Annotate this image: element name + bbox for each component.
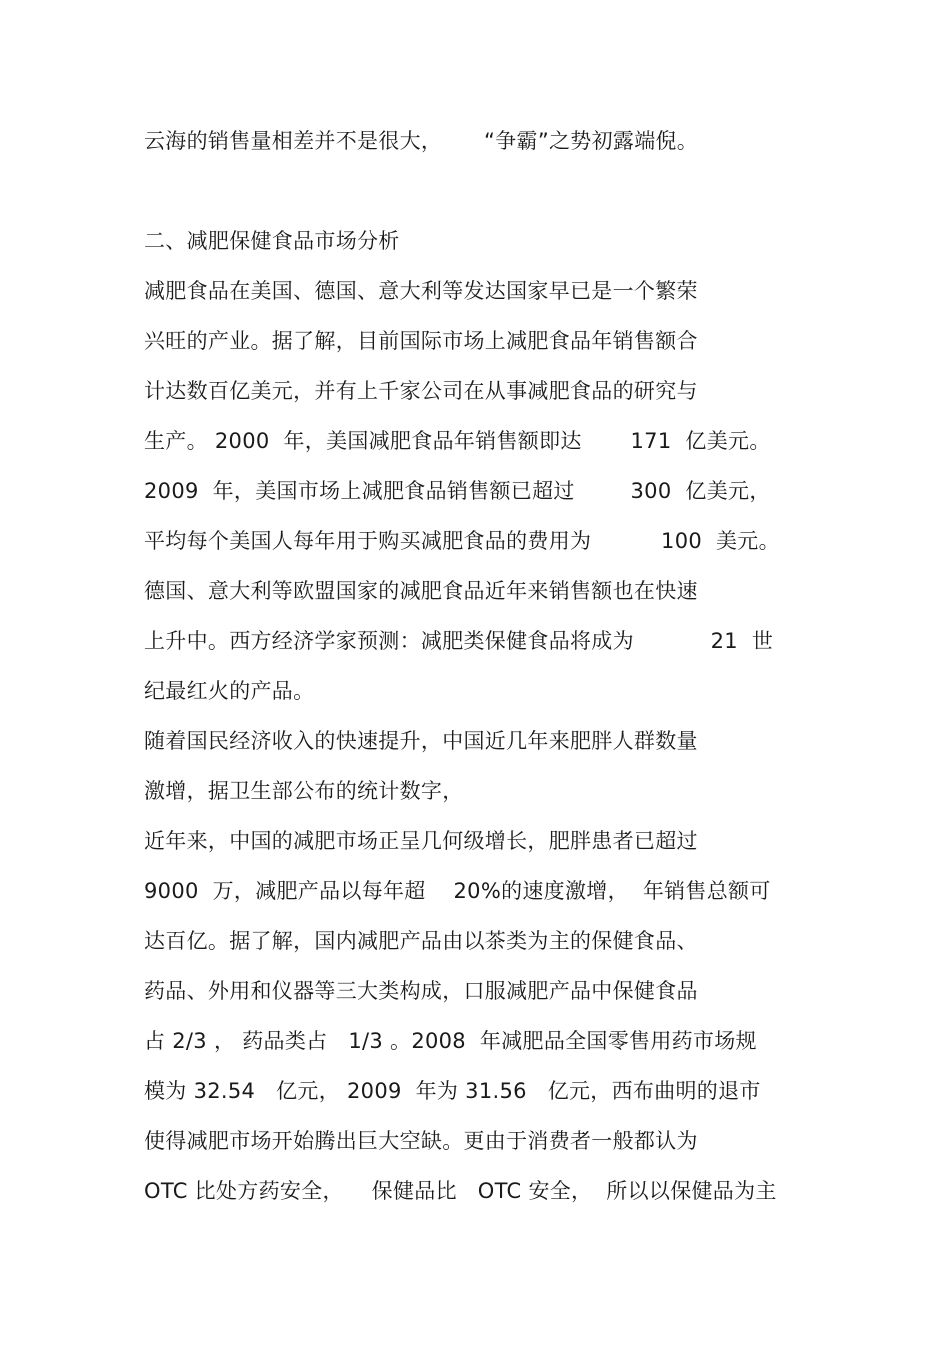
section-heading: 二、减肥保健食品市场分析 [144,229,400,253]
text-line: 使得减肥市场开始腾出巨大空缺。更由于消费者一般都认为 [144,1129,698,1153]
text-line: 平均每个美国人每年用于购买减肥食品的费用为 100 美元。 [144,529,780,553]
text-line: 生产。 2000 年，美国减肥食品年销售额即达 171 亿美元。 [144,429,771,453]
text-line: 计达数百亿美元，并有上千家公司在从事减肥食品的研究与 [144,379,698,403]
text-line: 减肥食品在美国、德国、意大利等发达国家早已是一个繁荣 [144,279,698,303]
text-line: 激增，据卫生部公布的统计数字， [144,779,464,803]
text-line: 随着国民经济收入的快速提升，中国近几年来肥胖人群数量 [144,729,698,753]
text-line: 纪最红火的产品。 [144,679,315,703]
text-line: OTC 比处方药安全， 保健品比 OTC 安全， 所以以保健品为主 [144,1179,777,1203]
text-line: 9000 万，减肥产品以每年超 20%的速度激增， 年销售总额可 [144,879,771,903]
text-line: 达百亿。据了解，国内减肥产品由以茶类为主的保健食品、 [144,929,698,953]
text-line: 2009 年，美国市场上减肥食品销售额已超过 300 亿美元， [144,479,771,503]
text-line: 上升中。西方经济学家预测：减肥类保健食品将成为 21 世 [144,629,774,653]
text-line: 云海的销售量相差并不是很大， “争霸”之势初露端倪。 [144,129,699,153]
text-line: 占 2/3 ， 药品类占 1/3 。2008 年减肥品全国零售用药市场规 [144,1029,757,1053]
text-line: 模为 32.54 亿元， 2009 年为 31.56 亿元，西布曲明的退市 [144,1079,761,1103]
text-line: 药品、外用和仪器等三大类构成，口服减肥产品中保健食品 [144,979,698,1003]
text-line: 兴旺的产业。据了解，目前国际市场上减肥食品年销售额合 [144,329,698,353]
text-line: 近年来，中国的减肥市场正呈几何级增长，肥胖患者已超过 [144,829,698,853]
text-line: 德国、意大利等欧盟国家的减肥食品近年来销售额也在快速 [144,579,698,603]
